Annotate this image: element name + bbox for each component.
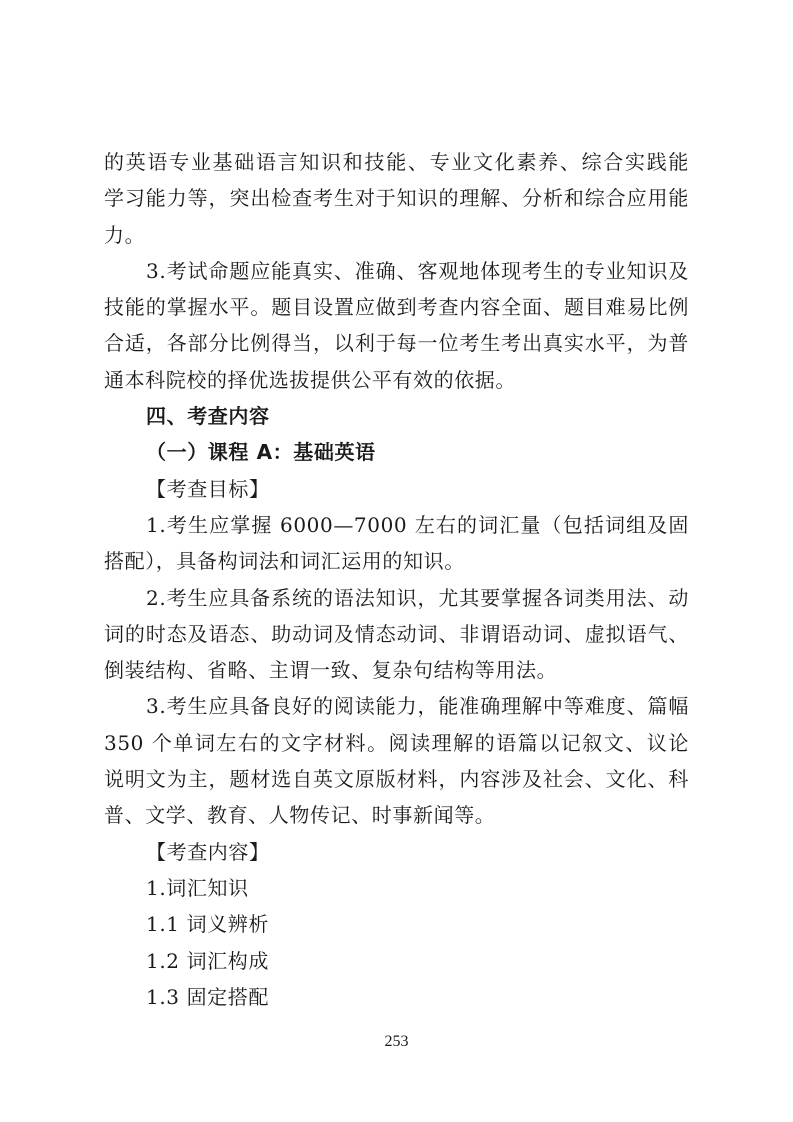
paragraph-intro-continuation bbox=[104, 144, 689, 253]
goals-label: 【考查目标】 bbox=[146, 476, 270, 501]
content-item: 1.1 词义辨析 bbox=[146, 912, 269, 937]
text-line: 普、文学、教育、人物传记、时事新闻等。 bbox=[104, 803, 496, 828]
goal-item-1 bbox=[104, 507, 689, 580]
content-list bbox=[104, 870, 689, 1015]
page-number: 253 bbox=[384, 1033, 409, 1050]
text-line: 的英语专业基础语言知识和技能、专业文化素养、综合实践能 bbox=[104, 150, 689, 174]
content-item: 1.词汇知识 bbox=[146, 875, 249, 900]
text-line: 力。 bbox=[104, 222, 146, 247]
content-label: 【考查内容】 bbox=[146, 839, 270, 864]
content-item: 1.3 固定搭配 bbox=[146, 984, 269, 1009]
text-line: 350 个单词左右的文字材料。阅读理解的语篇以记叙文、议论 bbox=[104, 730, 689, 755]
text-line: 技能的掌握水平。题目设置应做到考查内容全面、题目难易比例 bbox=[104, 295, 689, 320]
content-item: 1.2 词汇构成 bbox=[146, 948, 269, 973]
text-line: 学习能力等，突出检查考生对于知识的理解、分析和综合应用能 bbox=[104, 186, 689, 211]
goal-item-3 bbox=[104, 688, 689, 833]
course-heading: （一）课程 A：基础英语 bbox=[146, 440, 376, 465]
paragraph-point-3 bbox=[104, 253, 689, 398]
text-line: 说明文为主，题材选自英文原版材料，内容涉及社会、文化、科 bbox=[104, 767, 689, 792]
text-line: 通本科院校的择优选拔提供公平有效的依据。 bbox=[104, 367, 516, 392]
text-line: 2.考生应具备系统的语法知识，尤其要掌握各词类用法、动 bbox=[146, 585, 689, 610]
text-line: 合适，各部分比例得当，以利于每一位考生考出真实水平，为普 bbox=[104, 331, 689, 356]
page-body bbox=[104, 144, 689, 1015]
goal-item-2 bbox=[104, 580, 689, 689]
text-line: 搭配），具备构词法和词汇运用的知识。 bbox=[104, 549, 465, 574]
text-line: 词的时态及语态、助动词及情态动词、非谓语动词、虚拟语气、 bbox=[104, 621, 689, 646]
text-line: 3.考生应具备良好的阅读能力，能准确理解中等难度、篇幅 bbox=[146, 694, 689, 719]
text-line: 倒装结构、省略、主谓一致、复杂句结构等用法。 bbox=[104, 658, 558, 683]
text-line: 1.考生应掌握 6000—7000 左右的词汇量（包括词组及固 bbox=[146, 512, 689, 537]
section-heading: 四、考查内容 bbox=[146, 404, 270, 429]
text-line: 3.考试命题应能真实、准确、客观地体现考生的专业知识及 bbox=[146, 258, 689, 283]
